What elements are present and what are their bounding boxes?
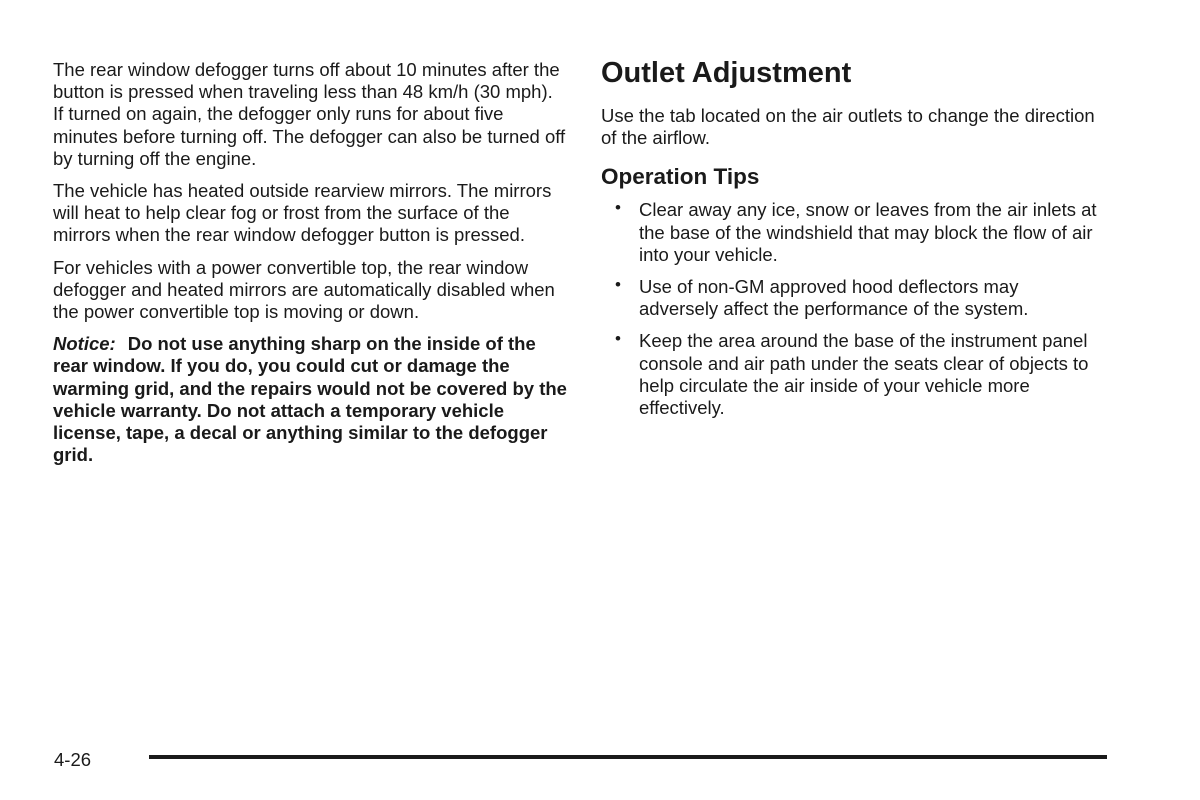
notice-text: Do not use anything sharp on the inside of the rear window. If you do, you could cut or damage the warming grid, and the repairs would not be covered by the vehicle warranty. Do not attach a temporary vehicle license, tape, a decal or anything similar to the defogger grid. xyxy=(53,333,567,466)
convertible-top-paragraph: For vehicles with a power convertible top, the rear window defogger and heated mirrors are automatically disabled when the power convertible top is moving or down. xyxy=(53,256,555,323)
tip-text: Keep the area around the base of the instrument panel console and air path under the seats clear of objects to help circulate the air inside of your vehicle more effectively. xyxy=(639,330,1089,419)
list-item xyxy=(601,330,1101,419)
tip-text: Clear away any ice, snow or leaves from the air inlets at the base of the windshield that may block the flow of air into your vehicle. xyxy=(639,199,1097,265)
list-item xyxy=(601,276,1101,320)
bullet-icon: • xyxy=(615,329,621,349)
bullet-icon: • xyxy=(615,198,621,218)
section-title: Outlet Adjustment xyxy=(601,57,852,89)
bullet-icon: • xyxy=(615,275,621,295)
right-column xyxy=(601,55,1101,429)
heated-mirrors-paragraph: The vehicle has heated outside rearview mirrors. The mirrors will heat to help clear fog or frost from the surface of the mirrors when the rear window defogger button is pressed. xyxy=(53,180,552,246)
subsection-title: Operation Tips xyxy=(601,164,760,190)
footer-rule xyxy=(149,755,1107,759)
page-number: 4-26 xyxy=(54,749,92,770)
list-item xyxy=(601,199,1101,266)
outlet-intro-paragraph: Use the tab located on the air outlets to change the direction of the airflow. xyxy=(601,105,1095,149)
tip-text: Use of non-GM approved hood deflectors may adversely affect the performance of the system. xyxy=(639,276,1029,320)
operation-tips-list xyxy=(601,199,1101,419)
notice-paragraph xyxy=(53,333,568,466)
left-column xyxy=(53,59,568,466)
defogger-timer-paragraph: The rear window defogger turns off about 10 minutes after the button is pressed when traveling less than 48 km/h (30 mph). If turned on again, the defogger only runs for about five minutes before turning off. The defogger can also be turned off by turning off the engine. xyxy=(53,59,566,169)
notice-label: Notice: xyxy=(53,333,116,355)
